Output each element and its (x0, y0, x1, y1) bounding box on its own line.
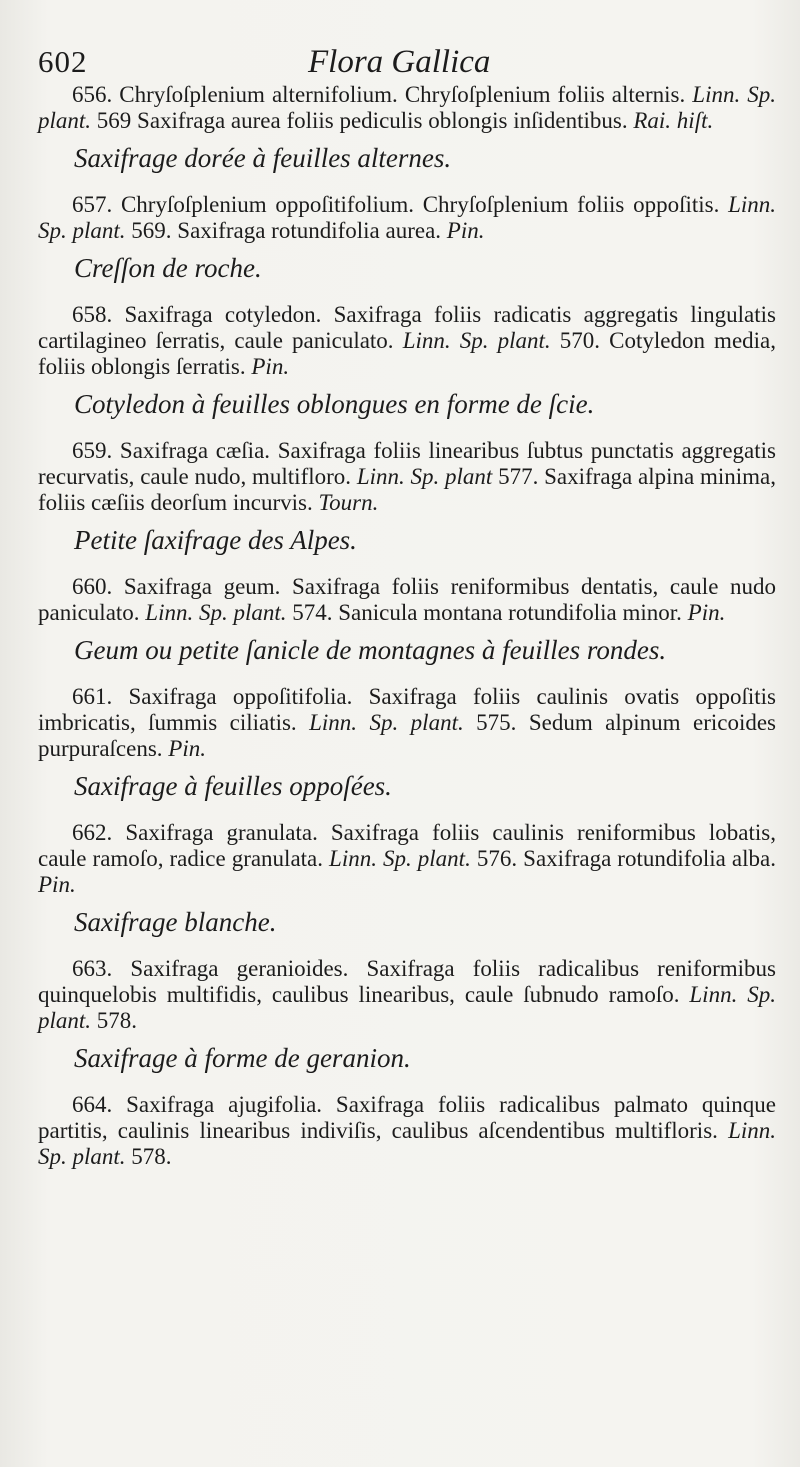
latin-description: 662. Saxifraga granulata. Saxifraga foliis caulinis reniformibus lobatis, caule ramoſo, radice granulata. Linn. Sp. plant. 576. Saxifraga rotundifolia alba. Pin. (38, 820, 776, 897)
species-entry (38, 574, 776, 666)
latin-description: 657. Chryſoſplenium oppoſitifolium. Chryſoſplenium foliis oppoſitis. Linn. Sp. plant. 569. Saxifraga rotundifolia aurea. Pin. (38, 192, 776, 243)
species-entry (38, 684, 776, 802)
latin-description: 663. Saxifraga geranioides. Saxifraga foliis radicalibus reniformibus quinquelobis multifidis, caulibus linearibus, caule ſubnudo ramoſo. Linn. Sp. plant. 578. (38, 956, 776, 1033)
french-name: Cotyledon à feuilles oblongues en forme de ſcie. (74, 389, 595, 419)
page-header (38, 34, 776, 80)
latin-description: 656. Chryſoſplenium alternifolium. Chryſoſplenium foliis alternis. Linn. Sp. plant. 569 Saxifraga aurea foliis pediculis oblongis inſidentibus. Rai. hiſt. (38, 82, 777, 133)
species-entry (38, 82, 776, 174)
page-number: 602 (38, 44, 88, 79)
species-entry (38, 820, 776, 938)
species-entry (38, 192, 776, 284)
french-name: Saxifrage dorée à feuilles alternes. (74, 143, 452, 173)
french-name: Saxifrage à feuilles oppoſées. (74, 771, 392, 801)
french-name: Petite ſaxifrage des Alpes. (74, 525, 357, 555)
species-entry (38, 438, 776, 556)
latin-description: 661. Saxifraga oppoſitifolia. Saxifraga foliis caulinis ovatis oppoſitis imbricatis, ſummis ciliatis. Linn. Sp. plant. 575. Sedum alpinum ericoides purpuraſcens. Pin. (38, 684, 776, 761)
species-entry (38, 956, 776, 1074)
species-entries (38, 82, 776, 1170)
latin-description: 658. Saxifraga cotyledon. Saxifraga foliis radicatis aggregatis lingulatis cartilagineo ſerratis, caule paniculato. Linn. Sp. plant. 570. Cotyledon media, foliis oblongis ſerratis. Pin. (38, 302, 777, 379)
latin-description: 664. Saxifraga ajugifolia. Saxifraga foliis radicalibus palmato quinque partitis, caulinis linearibus indiviſis, caulibus aſcendentibus multifloris. Linn. Sp. plant. 578. (38, 1092, 776, 1169)
species-entry (38, 1092, 776, 1170)
latin-description: 660. Saxifraga geum. Saxifraga foliis reniformibus dentatis, caule nudo paniculato. Linn. Sp. plant. 574. Sanicula montana rotundifolia minor. Pin. (38, 574, 776, 625)
running-title: Flora Gallica (308, 44, 491, 80)
french-name: Saxifrage à forme de geranion. (74, 1043, 411, 1073)
species-entry (38, 302, 776, 420)
french-name: Geum ou petite ſanicle de montagnes à feuilles rondes. (74, 635, 667, 665)
french-name: Saxifrage blanche. (74, 907, 277, 937)
french-name: Creſſon de roche. (74, 253, 262, 283)
latin-description: 659. Saxifraga cæſia. Saxifraga foliis linearibus ſubtus punctatis aggregatis recurvatis, caule nudo, multifloro. Linn. Sp. plant 577. Saxifraga alpina minima, foliis cæſiis deorſum incurvis. Tourn. (38, 438, 777, 515)
